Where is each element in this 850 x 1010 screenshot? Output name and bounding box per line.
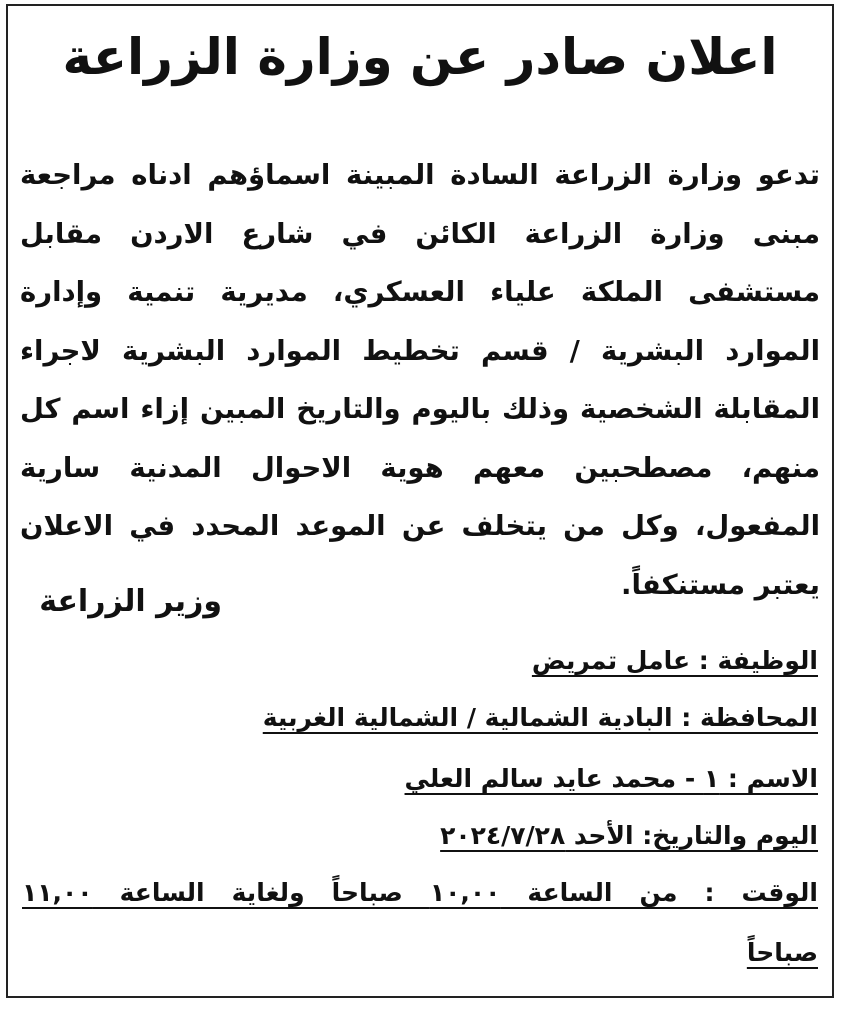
announcement-title: اعلان صادر عن وزارة الزراعة	[62, 28, 778, 86]
time-suffix: صباحاً	[746, 938, 818, 967]
announcement-frame	[6, 4, 834, 998]
date-field: اليوم والتاريخ: الأحد ٢٠٢٤/٧/٢٨	[440, 821, 818, 850]
governorate-field: المحافظة : البادية الشمالية / الشمالية الغربية	[262, 703, 818, 732]
time-field: الوقت : من الساعة ١٠,٠٠ صباحاً ولغاية الساعة ١١,٠٠	[22, 878, 818, 907]
name-field: الاسم : ١ - محمد عايد سالم العلي	[404, 764, 818, 793]
announcement-body: تدعو وزارة الزراعة السادة المبينة اسماؤهم ادناه مراجعة مبنى وزارة الزراعة الكائن في شارع الاردن مقابل مستشفى الملكة علياء العسكري، مديرية تنمية وإدارة الموارد البشرية / قسم تخطيط الموارد البشرية لاجراء المقابلة الشخصية وذلك باليوم والتاريخ المبين إزاء اسم كل منهم، مصطحبين معهم هوية الاحوال المدنية سارية المفعول، وكل من يتخلف عن الموعد المحدد في الاعلان يعتبر مستنكفاً.	[20, 159, 820, 601]
job-field: الوظيفة : عامل تمريض	[531, 646, 818, 675]
signature: وزير الزراعة	[39, 584, 222, 619]
